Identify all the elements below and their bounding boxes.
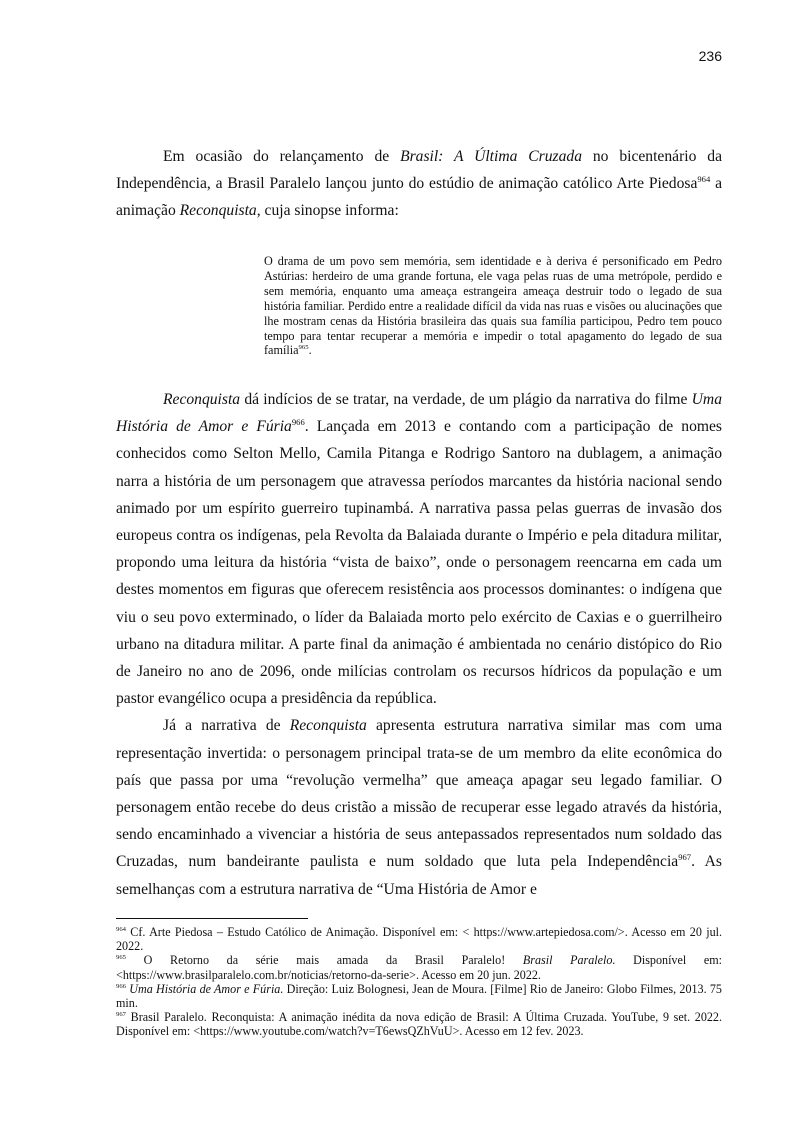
footnote-ref-967: 967: [678, 852, 692, 863]
footnote-ref-965: 965: [298, 344, 309, 352]
footnote-ref-966: 966: [291, 417, 305, 428]
footnote-966: $^{966}$ Uma História de Amor e Fúria. Direção: Luiz Bolognesi, Jean de Moura. [Filme] Rio de Janeiro: Globo Filmes, 2013. 75 min.: [116, 981, 722, 1011]
footnote-964: $^{964}$ Cf. Arte Piedosa – Estudo Católico de Animação. Disponível em: < https://www.artepiedosa.com/>. Acesso em 20 jul. 2022.: [116, 925, 722, 954]
footnote-967: $^{967}$ Brasil Paralelo. Reconquista: A animação inédita da nova edição de Brasil: A Última Cruzada. YouTube, 9 set. 2022. Disponível em: <https://www.youtube.com/watch?v=T6ewsQZhVuU>. Acesso em 12 fev. 2023.: [116, 1010, 722, 1039]
body-text: [116, 386, 722, 903]
paragraph-narrative: Já a narrativa de Reconquista apresenta estrutura narrativa similar mas com uma representação invertida: o personagem principal trata-se de um membro da elite econômica do país que passa por uma “revolução vermelha” que ameaça apagar seu legado familiar. O personagem então recebe do deus cristão a missão de recuperar esse legado através da história, sendo encaminhado a vivenciar a história de seus antepassados representados num soldado das Cruzadas, num bandeirante paulista e num soldado que luta pela Independência$^{967}$. As semelhanças com a estrutura narrativa de “Uma História de Amor e: [116, 717, 722, 898]
paragraph-reconquista: Reconquista dá indícios de se tratar, na verdade, de um plágio da narrativa do filme Uma História de Amor e Fúria$^{966}$. Lançada em 2013 e contando com a participação de nomes conhecidos como Selton Mello, Camila Pitanga e Rodrigo Santoro na dublagem, a animação narra a história de um personagem que atravessa períodos marcantes da história nacional sendo animado por um espírito guerreiro tupinambá. A narrativa passa pelas guerras de invasão dos europeus contra os indígenas, pela Revolta da Balaiada durante o Império e pela ditadura militar, propondo uma leitura da história “vista de baixo”, onde o personagem reencarna em cada um destes momentos em figuras que oferecem resistência aos processos dominantes: o indígena que viu o seu povo exterminado, o líder da Balaiada morto pelo exército de Caxias e o guerrilheiro urbano na ditadura militar. A parte final da animação é ambientada no cenário distópico do Rio de Janeiro no ano de 2096, onde milícias controlam os recursos hídricos da população e um pastor evangélico ocupa a presidência da república.: [116, 391, 722, 708]
footnote-ref-964: 964: [697, 174, 711, 185]
paragraph-intro: [116, 143, 722, 225]
paragraph-intro-text: Em ocasião do relançamento de Brasil: A Última Cruzada no bicentenário da Independência, a Brasil Paralelo lançou junto do estúdio de animação católico Arte Piedosa$^{964}$ a animação Reconquista, cuja sinopse informa:: [116, 148, 722, 220]
block-quote: O drama de um povo sem memória, sem identidade e à deriva é personificado em Pedro Astúrias: herdeiro de uma grande fortuna, ele vaga pelas ruas de uma metrópole, perdido e sem memória, enquanto uma ameaça estrangeira ameaça destruir todo o legado de sua história familiar. Perdido entre a realidade difícil da vida nas ruas e visões ou alucinações que lhe mostram cenas da História brasileira das quais sua família participou, Pedro tem pouco tempo para tentar recuperar a memória e impedir o total apagamento do legado de sua família$^{965}$.: [264, 254, 722, 358]
footnote-965: $^{965}$ O Retorno da série mais amada da Brasil Paralelo! Brasil Paralelo. Disponível em: <https://www.brasilparalelo.com.br/noticias/retorno-da-serie>. Acesso em 20 jun. 2022.: [116, 953, 723, 982]
footnotes: [116, 925, 722, 1039]
footnote-separator: [116, 918, 308, 919]
page-number: 236: [698, 48, 722, 64]
